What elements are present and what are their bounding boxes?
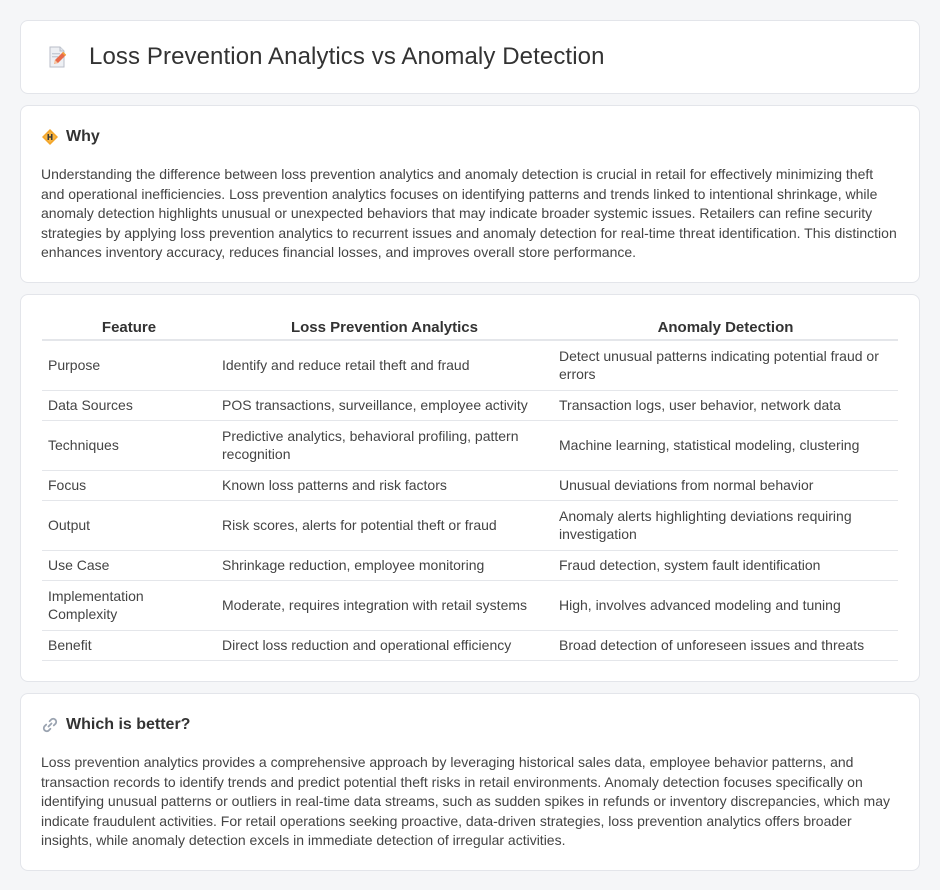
header-loss-prevention: Loss Prevention Analytics xyxy=(216,319,553,340)
row-feature: Techniques xyxy=(42,420,216,470)
row-anomaly-detection: Fraud detection, system fault identification xyxy=(553,550,898,580)
table-header-row xyxy=(42,319,898,340)
why-section xyxy=(20,105,920,283)
row-loss-prevention: Moderate, requires integration with retail systems xyxy=(216,580,553,630)
row-loss-prevention: Direct loss reduction and operational efficiency xyxy=(216,630,553,660)
why-header xyxy=(41,128,899,146)
row-anomaly-detection: Detect unusual patterns indicating potential fraud or errors xyxy=(553,340,898,390)
row-feature: Focus xyxy=(42,470,216,500)
row-loss-prevention: Predictive analytics, behavioral profiling, pattern recognition xyxy=(216,420,553,470)
row-feature: Use Case xyxy=(42,550,216,580)
table-row xyxy=(42,630,898,660)
table-row xyxy=(42,390,898,420)
table-row xyxy=(42,500,898,550)
row-feature: Output xyxy=(42,500,216,550)
row-loss-prevention: Shrinkage reduction, employee monitoring xyxy=(216,550,553,580)
why-heading: Why xyxy=(66,128,100,145)
row-feature: Data Sources xyxy=(42,390,216,420)
link-icon xyxy=(41,716,59,734)
row-loss-prevention: Risk scores, alerts for potential theft or fraud xyxy=(216,500,553,550)
header-anomaly-detection: Anomaly Detection xyxy=(553,319,898,340)
row-anomaly-detection: Unusual deviations from normal behavior xyxy=(553,470,898,500)
better-text: Loss prevention analytics provides a comprehensive approach by leveraging historical sales data, employee behavior patterns, and transaction records to identify trends and predict potential theft risks in retail environments. Anomaly detection focuses specifically on identifying unusual patterns or outliers in real-time data streams, such as sudden spikes in refunds or inventory discrepancies, which may indicate fraudulent activities. For retail operations seeking proactive, data-driven strategies, loss prevention analytics offers broader insights, while anomaly detection excels in immediate detection of irregular activities. xyxy=(41,754,890,849)
comparison-card xyxy=(20,294,920,682)
header-feature: Feature xyxy=(42,319,216,340)
row-feature: Implementation Complexity xyxy=(42,580,216,630)
row-loss-prevention: POS transactions, surveillance, employee activity xyxy=(216,390,553,420)
row-anomaly-detection: Anomaly alerts highlighting deviations requiring investigation xyxy=(553,500,898,550)
row-anomaly-detection: High, involves advanced modeling and tuning xyxy=(553,580,898,630)
table-row xyxy=(42,550,898,580)
title-card xyxy=(20,20,920,94)
table-row xyxy=(42,340,898,390)
better-header xyxy=(41,716,899,734)
row-feature: Purpose xyxy=(42,340,216,390)
table-row xyxy=(42,580,898,630)
row-loss-prevention: Identify and reduce retail theft and fraud xyxy=(216,340,553,390)
table-row xyxy=(42,420,898,470)
row-anomaly-detection: Machine learning, statistical modeling, clustering xyxy=(553,420,898,470)
which-better-section xyxy=(20,693,920,871)
page-title: Loss Prevention Analytics vs Anomaly Detection xyxy=(89,43,605,70)
table-row xyxy=(42,470,898,500)
diamond-sign-icon xyxy=(41,128,59,146)
document-pencil-icon xyxy=(45,45,69,69)
row-feature: Benefit xyxy=(42,630,216,660)
row-anomaly-detection: Transaction logs, user behavior, network data xyxy=(553,390,898,420)
row-loss-prevention: Known loss patterns and risk factors xyxy=(216,470,553,500)
better-heading: Which is better? xyxy=(66,716,191,733)
row-anomaly-detection: Broad detection of unforeseen issues and threats xyxy=(553,630,898,660)
comparison-table xyxy=(42,319,898,661)
why-text: Understanding the difference between loss prevention analytics and anomaly detection is crucial in retail for effectively minimizing theft and operational inefficiencies. Loss prevention analytics focuses on identifying patterns and trends linked to intentional shrinkage, while anomaly detection highlights unusual or unexpected behaviors that may indicate broader systemic issues. Retailers can refine security strategies by applying loss prevention analytics to recurrent issues and anomaly detection for real-time threat identification. This distinction enhances inventory accuracy, reduces financial losses, and improves overall store performance. xyxy=(41,166,897,261)
